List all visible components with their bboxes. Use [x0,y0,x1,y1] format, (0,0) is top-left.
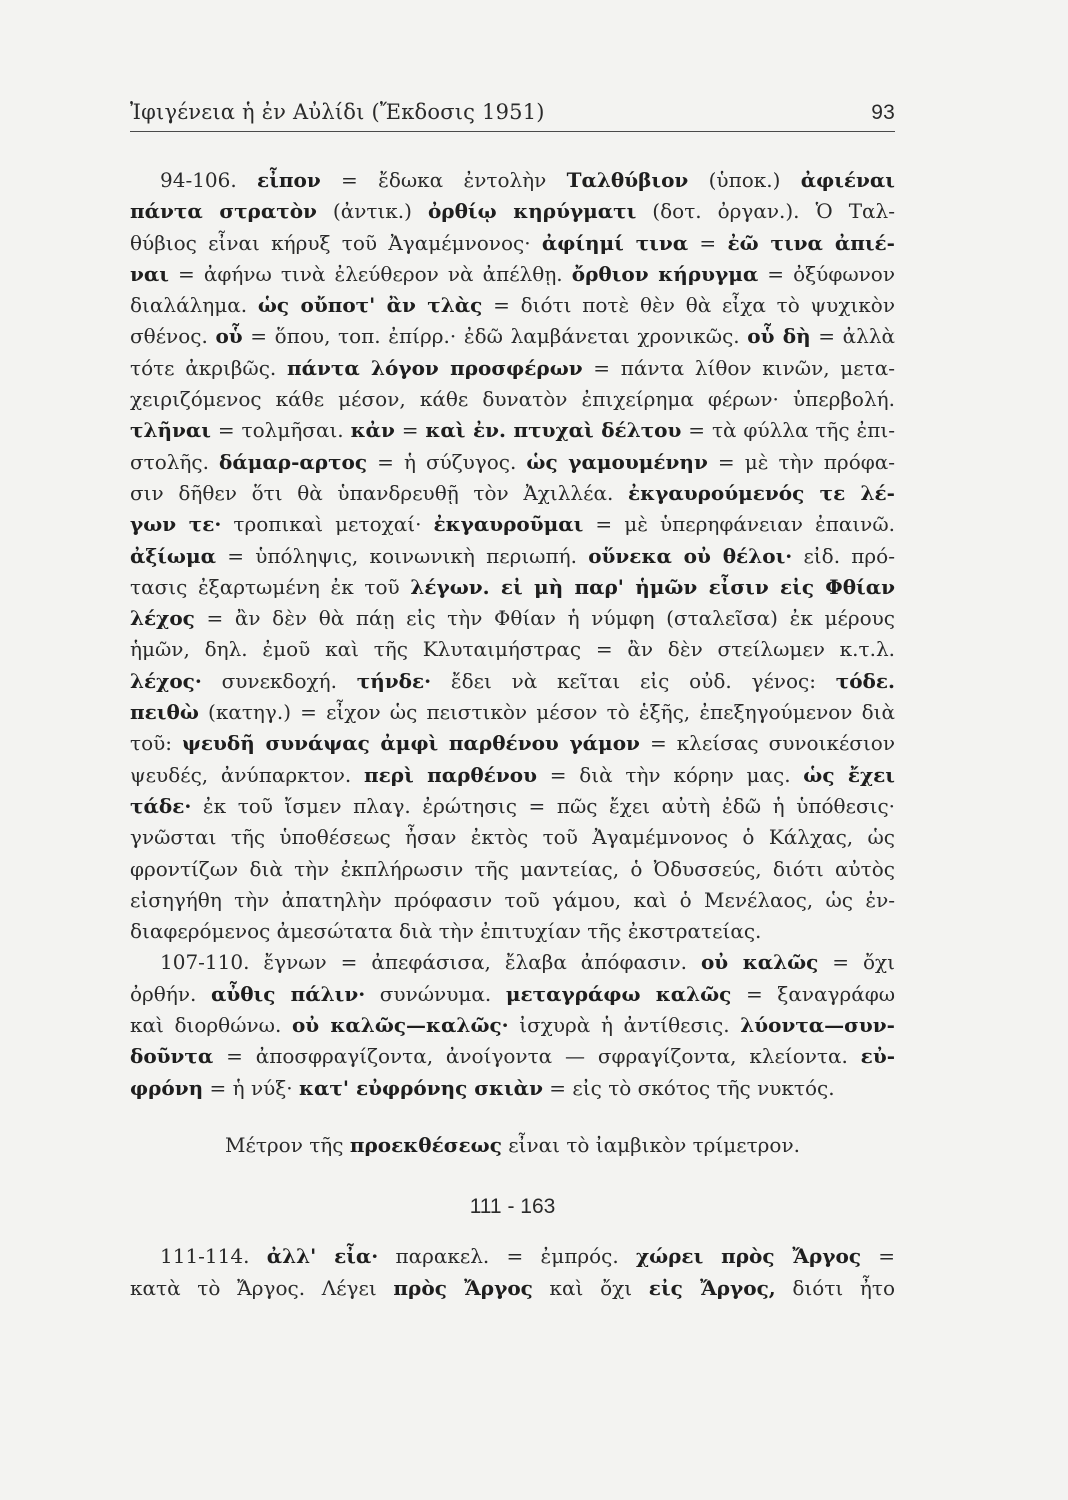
commentary-text [130,165,895,1304]
gloss-text: = τὰ φύλλα τῆς ἐπι- [681,418,895,443]
lemma-bold: ἐκγαυρούμενός τε λέ- [628,480,895,505]
lemma-bold: πειθὼ [130,700,199,725]
lemma-bold: εὐ- [860,1044,895,1069]
gloss-text: ἡμῶν, δηλ. ἐμοῦ καὶ τῆς Κλυταιμήστρας = ἂν δὲν στείλωμεν κ.τ.λ. [130,637,895,662]
lemma-bold: τλῆναι [130,418,211,443]
lemma-bold: τάδε· [130,793,192,818]
gloss-text: ἰσχυρὰ ἡ ἀντίθεσις. [508,1013,741,1038]
lemma-bold: λέχος [130,606,195,631]
lemma-bold: ἐῶ τινα ἀπιέ- [727,230,895,255]
lemma-bold: εἶπον [257,168,321,192]
lemma-bold: πάντα στρατὸν [130,199,317,224]
lemma-bold: λέχος· [130,668,202,693]
gloss-text: γνῶσται τῆς ὑποθέσεως ἦσαν ἐκτὸς τοῦ Ἀγαμέμνονος ὁ Κάλχας, ὡς [130,825,895,850]
text-line [130,509,895,540]
gloss-text: 107-110. ἔγνων = ἀπεφάσισα, ἔλαβα ἀπόφασιν. [160,950,701,975]
gloss-text: στολῆς. [130,449,220,474]
text-line [130,666,895,697]
gloss-text: ψευδές, ἀνύπαρκτον. [130,762,364,787]
lemma-bold: ἀλλ' εἶα· [266,1244,379,1269]
gloss-text: τροπικαὶ μετοχαί· [221,512,434,537]
lemma-bold: ἐκγαυροῦμαι [433,512,584,537]
text-line [130,947,895,978]
gloss-text: Μέτρον τῆς [225,1132,350,1157]
gloss-text: = ἡ νύξ· [203,1075,300,1100]
page-number: 93 [871,101,895,124]
gloss-text: = ὅπου, τοπ. ἐπίρρ.· ἐδῶ λαμβάνεται χρονικῶς. [242,324,748,349]
gloss-text: = [394,418,426,443]
text-line [130,478,895,509]
gloss-text: = διὰ τὴν κόρην μας. [537,762,804,787]
gloss-text: σθένος. [130,324,216,349]
lemma-bold: οὗ δὴ [747,324,811,349]
text-line [130,979,895,1010]
gloss-text: (δοτ. ὀργαν.). Ὁ Ταλ- [636,199,895,224]
gloss-text: = ὄχι [818,950,895,975]
gloss-text: εἶναι τὸ ἰαμβικὸν τρίμετρον. [501,1132,800,1157]
gloss-text: διαφερόμενος ἀμεσώτατα διὰ τὴν ἐπιτυχίαν τῆς ἐκστρατείας. [130,919,762,944]
gloss-text: = μὲ ὑπερηφάνειαν ἐπαινῶ. [583,512,895,537]
lemma-bold: Ταλθύβιον [566,168,689,192]
text-line [130,822,895,853]
running-head [130,100,895,125]
text-line [130,885,895,916]
lemma-bold: μεταγράφω καλῶς [505,981,732,1006]
text-line [130,791,895,822]
text-line [130,447,895,478]
lemma-bold: ψευδῆ συνάψας ἀμφὶ παρθένου γάμον [182,731,640,756]
gloss-text: (ὑποκ.) [688,168,801,192]
gloss-text: τοῦ: [130,731,183,756]
text-line [130,1073,895,1104]
lemma-bold: προεκθέσεως [349,1132,502,1157]
lemma-bold: ἀφιέναι [800,168,895,192]
lemma-bold: γων τε· [130,512,222,537]
text-line [130,760,895,791]
text-line [130,353,895,384]
lemma-bold: εἰς Ἄργος, [648,1275,776,1300]
lemma-bold: τήνδε· [356,668,432,693]
gloss-text: (κατηγ.) = εἶχον ὡς πειστικὸν μέσον τὸ ἑξῆς, ἐπεξηγούμενον διὰ [198,700,895,725]
lemma-bold: ὡς γαμουμένην [526,449,708,474]
text-line [130,697,895,728]
section-heading: 111 - 163 [469,1195,556,1219]
text-line [130,728,895,759]
gloss-text: κατὰ τὸ Ἄργος. Λέγει [130,1275,394,1300]
lemma-bold: χώρει πρὸς Ἄργος [635,1244,862,1269]
commentary-paragraph [130,165,895,1104]
lemma-bold: οὐ καλῶς—καλῶς· [291,1013,509,1038]
text-line [130,634,895,665]
text-line [130,415,895,446]
text-line [130,541,895,572]
gloss-text: = εἰς τὸ σκότος τῆς νυκτός. [542,1075,835,1100]
lemma-bold: ὡς οὔποτ' ἂν τλὰς [257,293,483,318]
text-line [130,1241,895,1272]
lemma-bold: οὗ [215,324,243,349]
gloss-text: = ἡ σύζυγος. [367,449,527,474]
gloss-text: = ὑπόληψις, κοινωνικὴ περιωπή. [216,543,589,568]
gloss-text: = ξαναγράφω [731,981,895,1006]
meter-note [130,1130,895,1161]
gloss-text: καὶ διορθώνω. [130,1013,292,1038]
gloss-text: συνεκδοχή. [201,668,357,693]
gloss-text: χειριζόμενος κάθε μέσον, κάθε δυνατὸν ἐπιχείρημα φέρων· ὑπερβολή. [130,387,895,412]
lemma-bold: οὐ καλῶς [700,950,819,975]
lemma-bold: ἀφίημί τινα [541,230,689,255]
gloss-text: = ἀλλὰ [810,324,895,349]
lemma-bold: τόδε. [835,668,895,693]
gloss-text: παρακελ. = ἐμπρός. [378,1244,636,1269]
text-line [130,1041,895,1072]
gloss-text: = κλείσας συνοικέσιον [639,731,895,756]
gloss-text: θύβιος εἶναι κήρυξ τοῦ Ἀγαμέμνονος· [130,230,542,255]
gloss-text: = ἀφήνω τινὰ ἐλεύθερον νὰ ἀπέλθῃ. [168,261,572,286]
lemma-bold: πάντα λόγον προσφέρων [286,355,583,380]
gloss-text: = τολμῆσαι. [210,418,351,443]
lemma-bold: περὶ παρθένου [363,762,538,787]
gloss-text: συνώνυμα. [365,981,506,1006]
lemma-bold: ἀξίωμα [130,543,216,568]
gloss-text: εἰδ. πρό- [792,543,895,568]
gloss-text: διαλάλημα. [130,293,258,318]
running-head-title: Ἰφιγένεια ἡ ἐν Αὐλίδι (Ἔκδοσις 1951) [130,100,545,124]
text-line [130,321,895,352]
lemma-bold: κἀν [350,418,395,443]
gloss-text: = [861,1244,895,1269]
text-line [130,196,895,227]
text-line [130,384,895,415]
lemma-bold: δάμαρ-αρτος [219,449,368,474]
lemma-bold: καὶ ἐν. πτυχαὶ δέλτου [425,418,682,443]
lemma-bold: ὀρθίῳ κηρύγματι [427,199,637,224]
gloss-text: = διότι ποτὲ θὲν θὰ εἶχα τὸ ψυχικὸν [482,293,895,318]
text-line [130,165,895,196]
header-rule [130,131,895,132]
gloss-text: σιν δῆθεν ὅτι θὰ ὑπανδρευθῇ τὸν Ἀχιλλέα. [130,480,628,505]
gloss-text: τότε ἀκριβῶς. [130,355,287,380]
gloss-text: 111-114. [160,1244,267,1269]
gloss-text: = πάντα λίθον κινῶν, μετα- [582,355,895,380]
text-line [130,290,895,321]
commentary-paragraph-next [130,1241,895,1304]
gloss-text: εἰσηγήθη τὴν ἀπατηλὴν πρόφασιν τοῦ γάμου, καὶ ὁ Μενέλαος, ὡς ἐν- [130,887,895,912]
gloss-text: = ἀποσφραγίζοντα, ἀνοίγοντα — σφραγίζοντα, κλείοντα. [213,1044,861,1069]
lemma-bold: κατ' εὐφρόνης σκιὰν [299,1075,543,1100]
gloss-text: τασις ἐξαρτωμένη ἐκ τοῦ [130,574,411,599]
lemma-bold: πρὸς Ἄργος [393,1275,533,1300]
lemma-bold: ναι [130,261,169,286]
lemma-bold: φρόνη [130,1075,204,1100]
lemma-bold: οὕνεκα οὐ θέλοι· [588,543,793,568]
gloss-text: = μὲ τὴν πρόφα- [707,449,895,474]
lemma-bold: λέγων. εἰ μὴ παρ' ἡμῶν εἶσιν εἰς Φθίαν [410,574,895,599]
gloss-text: καὶ ὄχι [532,1275,649,1300]
gloss-text: = ἂν δὲν θὰ πάῃ εἰς τὴν Φθίαν ἡ νύμφη (σταλεῖσα) ἐκ μέρους [194,606,895,631]
text-line [130,603,895,634]
text-line [130,854,895,885]
gloss-text: ἐκ τοῦ ἴσμεν πλαγ. ἐρώτησις = πῶς ἔχει αὐτὴ ἐδῶ ἡ ὑπόθεσις· [191,793,895,818]
gloss-text: = ὀξύφωνον [758,261,895,286]
gloss-text: ἔδει νὰ κεῖται εἰς οὐδ. γένος: [431,668,836,693]
lemma-bold: ὡς ἔχει [803,762,895,787]
gloss-text: 94-106. [160,168,258,192]
lemma-bold: αὖθις πάλιν· [210,981,366,1006]
gloss-text: διότι ἦτο [775,1275,895,1300]
lemma-bold: δοῦντα [130,1044,214,1069]
gloss-text: = ἔδωκα ἐντολὴν [320,168,567,192]
text-line [130,916,895,947]
text-line [130,1010,895,1041]
gloss-text: (ἀντικ.) [316,199,428,224]
gloss-text: φροντίζων διὰ τὴν ἐκπλήρωσιν τῆς μαντείας, ὁ Ὀδυσσεύς, διότι αὐτὸς [130,856,895,881]
text-line [130,572,895,603]
lemma-bold: λύοντα—συν- [740,1013,895,1038]
text-line [130,259,895,290]
text-line [130,1273,895,1304]
text-line [130,228,895,259]
lemma-bold: ὄρθιον κήρυγμα [571,261,759,286]
gloss-text: ὀρθήν. [130,981,211,1006]
gloss-text: = [688,230,728,255]
